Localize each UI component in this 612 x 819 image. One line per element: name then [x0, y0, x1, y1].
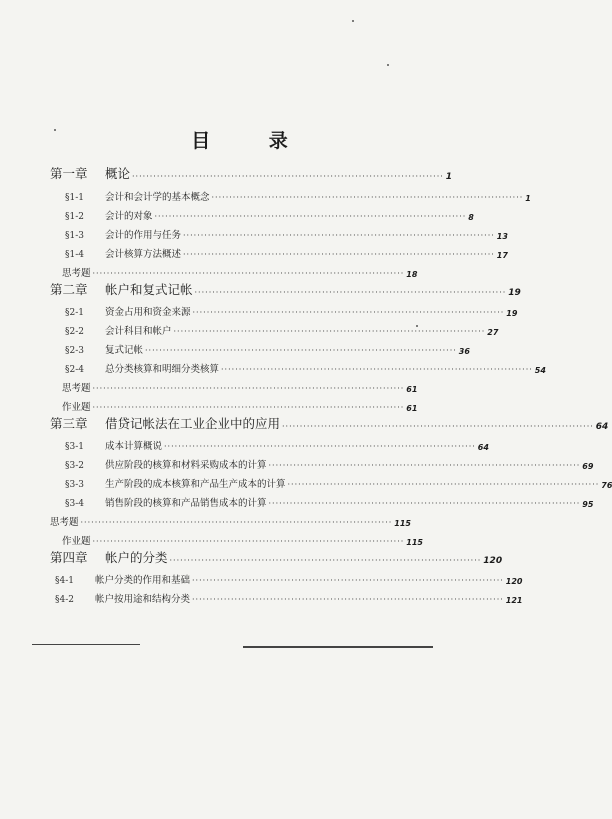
- leader-dots: ························································································: [132, 172, 444, 181]
- section-title: 会计和会计学的基本概念: [105, 192, 210, 203]
- toc-section-3-1[interactable]: [65, 434, 489, 452]
- page-number: 115: [406, 538, 423, 547]
- toc-exercises-3[interactable]: [50, 510, 411, 528]
- leader-dots: ························································································: [92, 384, 405, 393]
- section-label: §2-3: [65, 346, 84, 356]
- page-number: 13: [496, 232, 508, 241]
- page-number: 36: [458, 347, 470, 356]
- toc-chapter-3[interactable]: [50, 414, 609, 432]
- toc-exercises-2[interactable]: [62, 376, 418, 394]
- scan-speck: [387, 64, 389, 66]
- page-title: 目 录: [191, 130, 314, 152]
- leader-dots: ························································································: [194, 288, 507, 297]
- leader-dots: ························································································: [173, 327, 486, 336]
- leader-dots: ························································································: [192, 595, 504, 604]
- leader-dots: ························································································: [92, 403, 405, 412]
- chapter-label: 第一章: [50, 166, 88, 181]
- leader-dots: ························································································: [268, 461, 581, 470]
- chapter-title: 帐户和复式记帐: [105, 282, 193, 297]
- chapter-label: 第三章: [50, 416, 88, 431]
- chapter-label: 第二章: [50, 282, 88, 297]
- section-title: 复式记帐: [105, 345, 144, 356]
- section-label: §3-4: [65, 499, 84, 509]
- page-number: 27: [487, 328, 499, 337]
- section-title: 供应阶段的核算和材料采购成本的计算: [105, 460, 267, 471]
- toc-section-1-1[interactable]: [65, 185, 531, 203]
- toc-section-2-4[interactable]: [65, 357, 546, 375]
- toc-section-4-2[interactable]: [55, 587, 523, 605]
- chapter-title: 概论: [105, 166, 131, 181]
- toc-section-1-4[interactable]: [65, 242, 508, 260]
- toc-section-3-2[interactable]: [65, 453, 594, 471]
- section-title: 成本计算概说: [105, 441, 163, 452]
- section-label: §3-3: [65, 480, 84, 490]
- leader-dots: ························································································: [92, 537, 405, 546]
- chapter-label: 第四章: [50, 550, 88, 565]
- page-number: 95: [582, 500, 594, 509]
- page-number: 64: [477, 443, 489, 452]
- page-number: 61: [406, 404, 418, 413]
- section-label: §2-4: [65, 365, 84, 375]
- section-title: 会计核算方法概述: [105, 249, 182, 260]
- toc-section-1-2[interactable]: [65, 204, 474, 222]
- leader-dots: ························································································: [145, 346, 457, 355]
- section-title: 生产阶段的成本核算和产品生产成本的计算: [105, 479, 286, 490]
- section-title: 资金占用和资金来源: [105, 307, 191, 318]
- leader-dots: ························································································: [183, 250, 495, 259]
- page-number: 115: [394, 519, 411, 528]
- chapter-title: 借贷记帐法在工业企业中的应用: [105, 416, 281, 431]
- toc-section-3-4[interactable]: [65, 491, 594, 509]
- section-label: §2-1: [65, 308, 84, 318]
- section-label: §2-2: [65, 327, 84, 337]
- scan-rule-right: [243, 646, 433, 648]
- toc-section-2-2[interactable]: [65, 319, 499, 337]
- chapter-title: 帐户的分类: [105, 550, 168, 565]
- page-number: 19: [508, 288, 521, 298]
- exercise-title: 思考题: [62, 383, 91, 394]
- exercise-title: 思考题: [50, 517, 79, 528]
- page-number: 19: [506, 309, 518, 318]
- leader-dots: ························································································: [282, 422, 594, 431]
- leader-dots: ························································································: [80, 518, 393, 527]
- leader-dots: ························································································: [192, 576, 504, 585]
- toc-section-1-3[interactable]: [65, 223, 508, 241]
- toc-section-2-1[interactable]: [65, 300, 518, 318]
- leader-dots: ························································································: [268, 499, 581, 508]
- toc-section-3-3[interactable]: [65, 472, 612, 490]
- toc-section-4-1[interactable]: [55, 568, 523, 586]
- toc-exercises-1[interactable]: [62, 261, 418, 279]
- scan-speck: [416, 325, 418, 327]
- scan-speck: [352, 20, 354, 22]
- page-number: 76: [601, 481, 612, 490]
- leader-dots: ························································································: [221, 365, 533, 374]
- section-label: §3-1: [65, 442, 84, 452]
- leader-dots: ························································································: [169, 556, 482, 565]
- homework-title: 作业题: [62, 536, 91, 547]
- page-number: 64: [595, 422, 609, 432]
- page-number: 120: [483, 556, 503, 566]
- leader-dots: ························································································: [164, 442, 476, 451]
- leader-dots: ························································································: [183, 231, 495, 240]
- section-title: 帐户按用途和结构分类: [95, 594, 191, 605]
- leader-dots: ························································································: [154, 212, 467, 221]
- section-title: 总分类核算和明细分类核算: [105, 364, 220, 375]
- leader-dots: ························································································: [287, 480, 600, 489]
- page-number: 1: [445, 172, 453, 182]
- page-number: 61: [406, 385, 418, 394]
- section-label: §3-2: [65, 461, 84, 471]
- page-number: 8: [468, 213, 474, 222]
- section-title: 会计的对象: [105, 211, 153, 222]
- section-title: 会计的作用与任务: [105, 230, 182, 241]
- leader-dots: ························································································: [211, 193, 524, 202]
- leader-dots: ························································································: [192, 308, 505, 317]
- scan-speck: [54, 129, 56, 131]
- section-label: §1-4: [65, 250, 84, 260]
- homework-title: 作业题: [62, 402, 91, 413]
- exercise-title: 思考题: [62, 268, 91, 279]
- page-number: 69: [582, 462, 594, 471]
- section-title: 会计科目和帐户: [105, 326, 172, 337]
- toc-chapter-2[interactable]: [50, 280, 521, 298]
- page-number: 1: [525, 194, 531, 203]
- section-label: §1-3: [65, 231, 84, 241]
- page-number: 121: [505, 596, 523, 605]
- leader-dots: ························································································: [92, 269, 405, 278]
- section-title: 销售阶段的核算和产品销售成本的计算: [105, 498, 267, 509]
- section-title: 帐户分类的作用和基础: [95, 575, 191, 586]
- section-label: §4-2: [55, 595, 74, 605]
- section-label: §1-1: [65, 193, 84, 203]
- toc-homework-3[interactable]: [62, 529, 423, 547]
- section-label: §4-1: [55, 576, 74, 586]
- toc-chapter-4[interactable]: [50, 548, 503, 566]
- toc-section-2-3[interactable]: [65, 338, 470, 356]
- page-number: 18: [406, 270, 418, 279]
- scan-rule-left: [32, 644, 140, 645]
- page-number: 120: [505, 577, 523, 586]
- page-number: 17: [496, 251, 508, 260]
- toc-homework-2[interactable]: [62, 395, 418, 413]
- toc-chapter-1[interactable]: [50, 164, 453, 182]
- page-number: 54: [534, 366, 546, 375]
- section-label: §1-2: [65, 212, 84, 222]
